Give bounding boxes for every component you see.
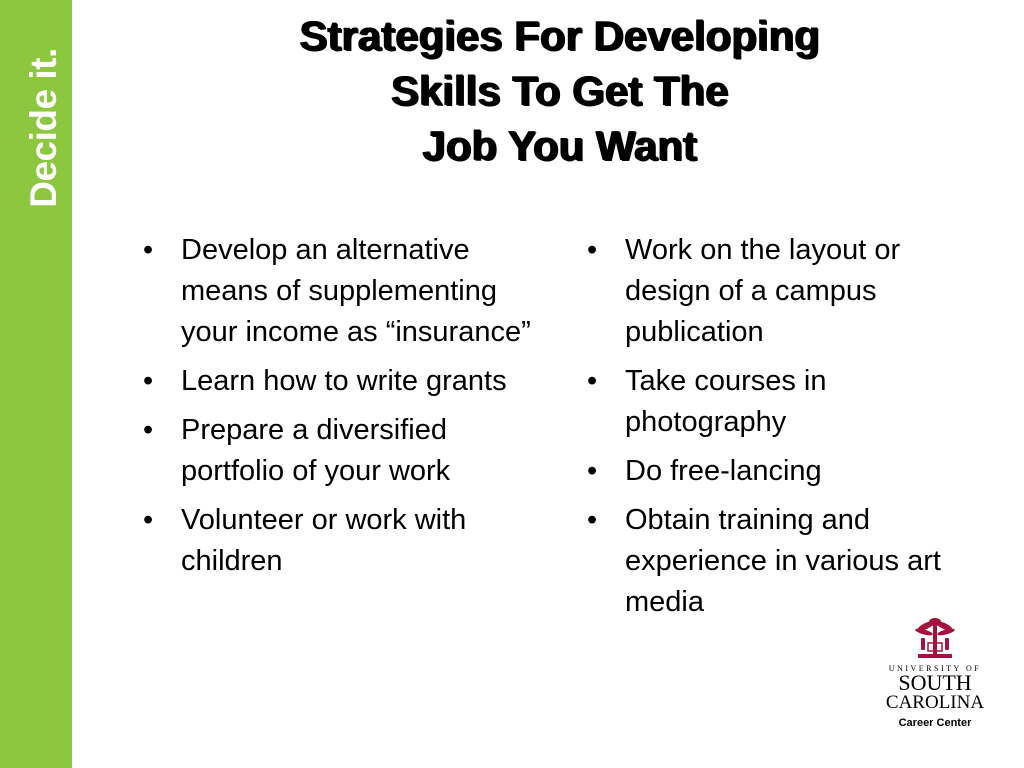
list-item-text: Prepare a diversified portfolio of your work <box>181 414 451 487</box>
list-item <box>587 451 987 492</box>
logo-carolina: CAROLINA <box>885 692 985 713</box>
list-item <box>587 500 987 623</box>
usc-career-center-logo <box>880 610 990 740</box>
bullet-icon: • <box>143 365 154 397</box>
list-item-text: Work on the layout or design of a campus publication <box>625 234 901 348</box>
list-item <box>587 230 987 353</box>
bullet-icon: • <box>587 455 598 487</box>
list-item <box>143 500 543 582</box>
right-bullet-list <box>587 230 987 631</box>
left-bullet-list <box>143 230 543 590</box>
list-item-text: Volunteer or work with children <box>181 504 467 577</box>
list-item <box>143 230 543 353</box>
bullet-icon: • <box>143 504 154 536</box>
list-item-text: Take courses in photography <box>625 365 827 438</box>
bullet-icon: • <box>587 234 598 266</box>
bullet-icon: • <box>143 234 154 266</box>
bullet-icon: • <box>587 504 598 536</box>
logo-university-of: UNIVERSITY OF <box>888 664 982 673</box>
sidebar-band <box>0 0 72 768</box>
title-line-3: Job You Want <box>422 122 698 169</box>
logo-career-center: Career Center <box>898 717 972 729</box>
list-item <box>587 361 987 443</box>
list-item-text: Learn how to write grants <box>181 365 507 397</box>
title-line-2: Skills To Get The <box>391 67 729 114</box>
list-item <box>143 410 543 492</box>
bullet-icon: • <box>143 414 154 446</box>
list-item-text: Do free-lancing <box>625 455 822 487</box>
list-item-text: Obtain training and experience in various art media <box>625 504 941 618</box>
list-item-text: Develop an alternative means of supplementing your income as “insurance” <box>181 234 531 348</box>
slide-title <box>150 8 970 173</box>
logo-south: SOUTH <box>898 670 972 695</box>
title-line-1: Strategies For Developing <box>299 12 821 59</box>
palmetto-tree-icon <box>912 610 958 662</box>
bullet-icon: • <box>587 365 598 397</box>
sidebar-tagline: Decide it. <box>23 48 64 208</box>
list-item <box>143 361 543 402</box>
